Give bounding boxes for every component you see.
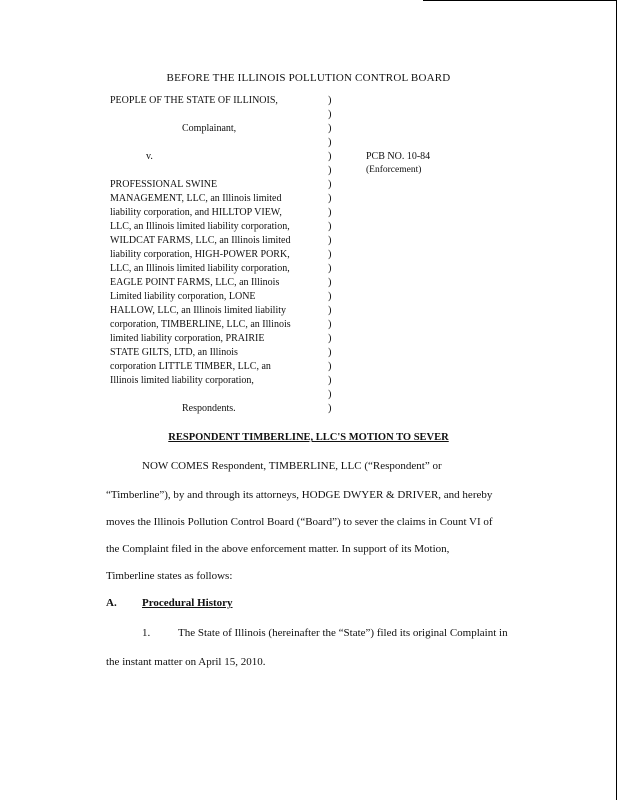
section-heading (106, 597, 233, 609)
caption-paren: ) (328, 221, 332, 232)
caption-paren: ) (328, 347, 332, 358)
caption-line: EAGLE POINT FARMS, LLC, an Illinois (110, 277, 280, 288)
body-line: moves the Illinois Pollution Control Board (“Board”) to sever the claims in Count VI of (106, 516, 493, 528)
paragraph-number: 1. (142, 627, 151, 639)
caption-line: HALLOW, LLC, an Illinois limited liability (110, 305, 287, 316)
caption-line: Respondents. (182, 403, 236, 414)
caption-line: LLC, an Illinois limited liability corporation, (110, 221, 290, 232)
caption-paren: ) (328, 277, 332, 288)
caption-line: liability corporation, HIGH-POWER PORK, (110, 249, 290, 260)
document-title: BEFORE THE ILLINOIS POLLUTION CONTROL BOARD (166, 72, 451, 84)
body-line: the Complaint filed in the above enforcement matter. In support of its Motion, (106, 543, 450, 555)
motion-heading: RESPONDENT TIMBERLINE, LLC'S MOTION TO SEVER (168, 432, 449, 443)
caption-paren: ) (328, 403, 332, 414)
caption-paren: ) (328, 179, 332, 190)
caption-paren: ) (328, 193, 332, 204)
section-number: A. (106, 597, 117, 609)
caption-paren: ) (328, 165, 332, 176)
caption-line: limited liability corporation, PRAIRIE (110, 333, 265, 344)
caption-line: corporation, TIMBERLINE, LLC, an Illinois (110, 319, 291, 330)
body-line: NOW COMES Respondent, TIMBERLINE, LLC (“Respondent” or (142, 460, 442, 472)
caption-line: Illinois limited liability corporation, (110, 375, 254, 386)
caption-line: Complainant, (182, 123, 237, 134)
caption-line: PROFESSIONAL SWINE (110, 179, 218, 190)
caption-paren: ) (328, 137, 332, 148)
caption-paren: ) (328, 249, 332, 260)
body-line: “Timberline”), by and through its attorneys, HODGE DWYER & DRIVER, and hereby (106, 489, 493, 501)
caption-paren: ) (328, 389, 332, 400)
caption-paren: ) (328, 361, 332, 372)
caption-line: MANAGEMENT, LLC, an Illinois limited (110, 193, 282, 204)
caption-line: liability corporation, and HILLTOP VIEW, (110, 207, 282, 218)
caption-paren: ) (328, 375, 332, 386)
caption-paren: ) (328, 235, 332, 246)
body-line: Timberline states as follows: (106, 570, 233, 582)
caption-paren: ) (328, 291, 332, 302)
caption-paren: ) (328, 263, 332, 274)
caption-line: PEOPLE OF THE STATE OF ILLINOIS, (110, 95, 278, 106)
caption-line: v. (146, 151, 153, 162)
caption-line: STATE GILTS, LTD, an Illinois (110, 347, 238, 358)
caption-paren: ) (328, 305, 332, 316)
case-type: (Enforcement) (366, 165, 422, 175)
paragraph-line: The State of Illinois (hereinafter the “State”) filed its original Complaint in (178, 627, 508, 639)
caption-paren: ) (328, 151, 332, 162)
caption-line: corporation LITTLE TIMBER, LLC, an (110, 361, 271, 372)
caption-line: WILDCAT FARMS, LLC, an Illinois limited (110, 235, 291, 246)
case-number: PCB NO. 10-84 (366, 151, 431, 162)
caption-paren: ) (328, 333, 332, 344)
caption-paren: ) (328, 109, 332, 120)
caption-paren: ) (328, 319, 332, 330)
section-title: Procedural History (142, 597, 233, 609)
caption-line: LLC, an Illinois limited liability corporation, (110, 263, 290, 274)
caption-line: Limited liability corporation, LONE (110, 291, 256, 302)
caption-paren: ) (328, 95, 332, 106)
caption-paren: ) (328, 207, 332, 218)
paragraph-line: the instant matter on April 15, 2010. (106, 656, 266, 668)
scan-border-top (423, 0, 617, 1)
caption-paren: ) (328, 123, 332, 134)
